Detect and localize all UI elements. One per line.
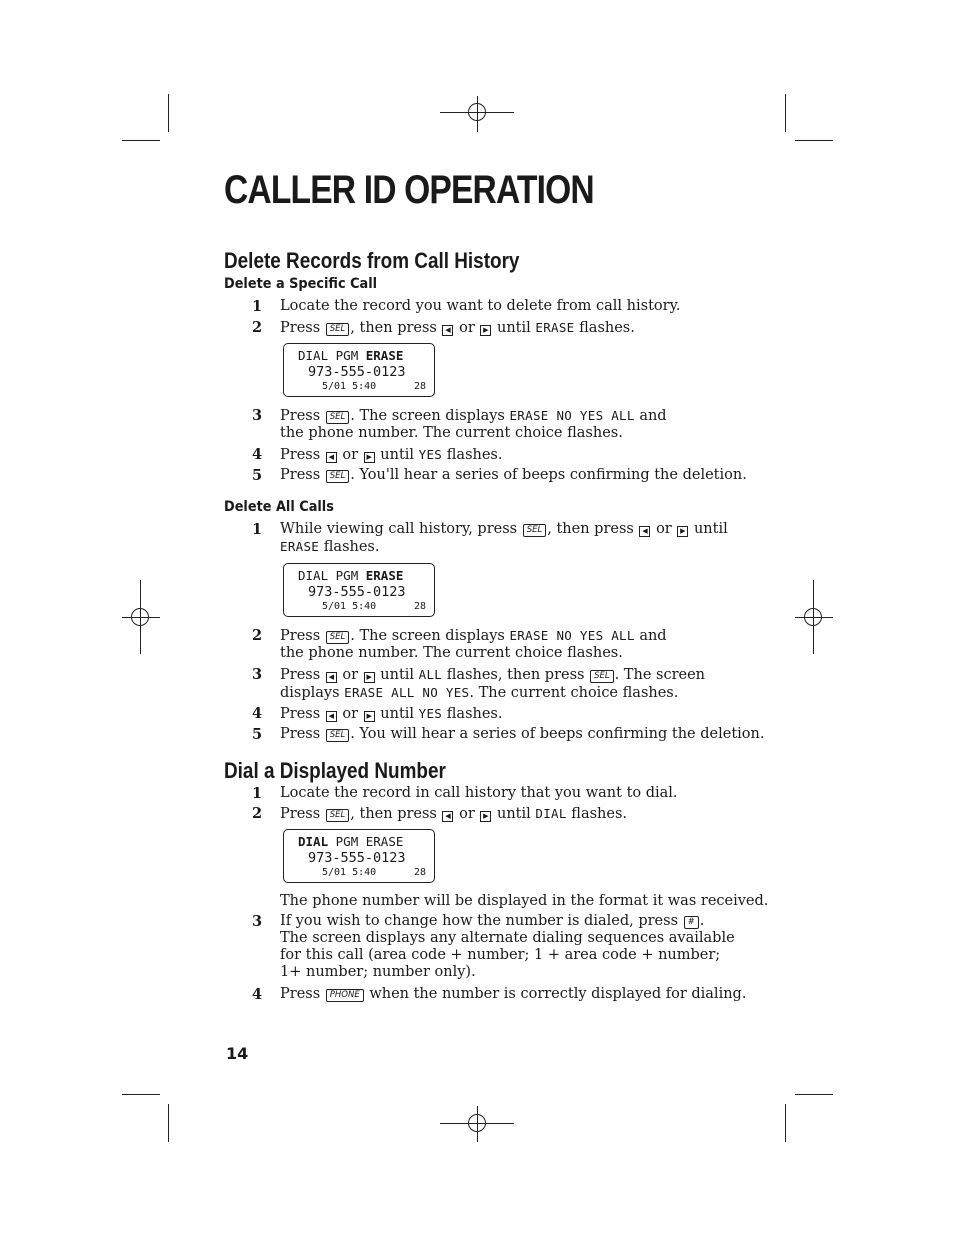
sel-key-icon: SEL xyxy=(523,524,547,537)
right-arrow-key-icon: ▶ xyxy=(364,672,375,683)
left-arrow-key-icon: ◀ xyxy=(639,526,650,537)
right-arrow-key-icon: ▶ xyxy=(677,526,688,537)
sel-key-icon: SEL xyxy=(326,729,350,742)
note-text: The phone number will be displayed in the format it was received. xyxy=(280,893,769,909)
left-arrow-key-icon: ◀ xyxy=(326,452,337,463)
right-arrow-key-icon: ▶ xyxy=(364,711,375,722)
crop-mark xyxy=(122,140,160,141)
right-arrow-key-icon: ▶ xyxy=(364,452,375,463)
crop-mark xyxy=(785,94,786,132)
left-arrow-key-icon: ◀ xyxy=(326,711,337,722)
sel-key-icon: SEL xyxy=(590,670,614,683)
crop-mark xyxy=(785,1104,786,1142)
phone-key-icon: PHONE xyxy=(326,989,364,1002)
lcd-display-erase: DIAL PGM ERASE 973-555-0123 5/01 5:40 28 xyxy=(283,563,435,617)
crop-mark xyxy=(122,1094,160,1095)
subheading-delete-all-calls: Delete All Calls xyxy=(224,499,334,515)
sel-key-icon: SEL xyxy=(326,470,350,483)
right-arrow-key-icon: ▶ xyxy=(480,811,491,822)
sel-key-icon: SEL xyxy=(326,411,350,424)
left-arrow-key-icon: ◀ xyxy=(442,811,453,822)
lcd-display-erase: DIAL PGM ERASE 973-555-0123 5/01 5:40 28 xyxy=(283,343,435,397)
sel-key-icon: SEL xyxy=(326,323,350,336)
sel-key-icon: SEL xyxy=(326,809,350,822)
crop-mark xyxy=(168,1104,169,1142)
sel-key-icon: SEL xyxy=(326,631,350,644)
crop-mark xyxy=(795,140,833,141)
crop-mark xyxy=(795,1094,833,1095)
page-title: CALLER ID OPERATION xyxy=(224,168,594,212)
crop-mark xyxy=(168,94,169,132)
left-arrow-key-icon: ◀ xyxy=(442,325,453,336)
left-arrow-key-icon: ◀ xyxy=(326,672,337,683)
page-number: 14 xyxy=(226,1044,249,1063)
section-heading-dial-displayed-number: Dial a Displayed Number xyxy=(224,758,446,783)
right-arrow-key-icon: ▶ xyxy=(480,325,491,336)
pound-key-icon: # xyxy=(684,916,699,929)
subheading-delete-specific-call: Delete a Specific Call xyxy=(224,276,378,292)
section-heading-delete-records: Delete Records from Call History xyxy=(224,248,520,273)
lcd-display-dial: DIAL PGM ERASE 973-555-0123 5/01 5:40 28 xyxy=(283,829,435,883)
